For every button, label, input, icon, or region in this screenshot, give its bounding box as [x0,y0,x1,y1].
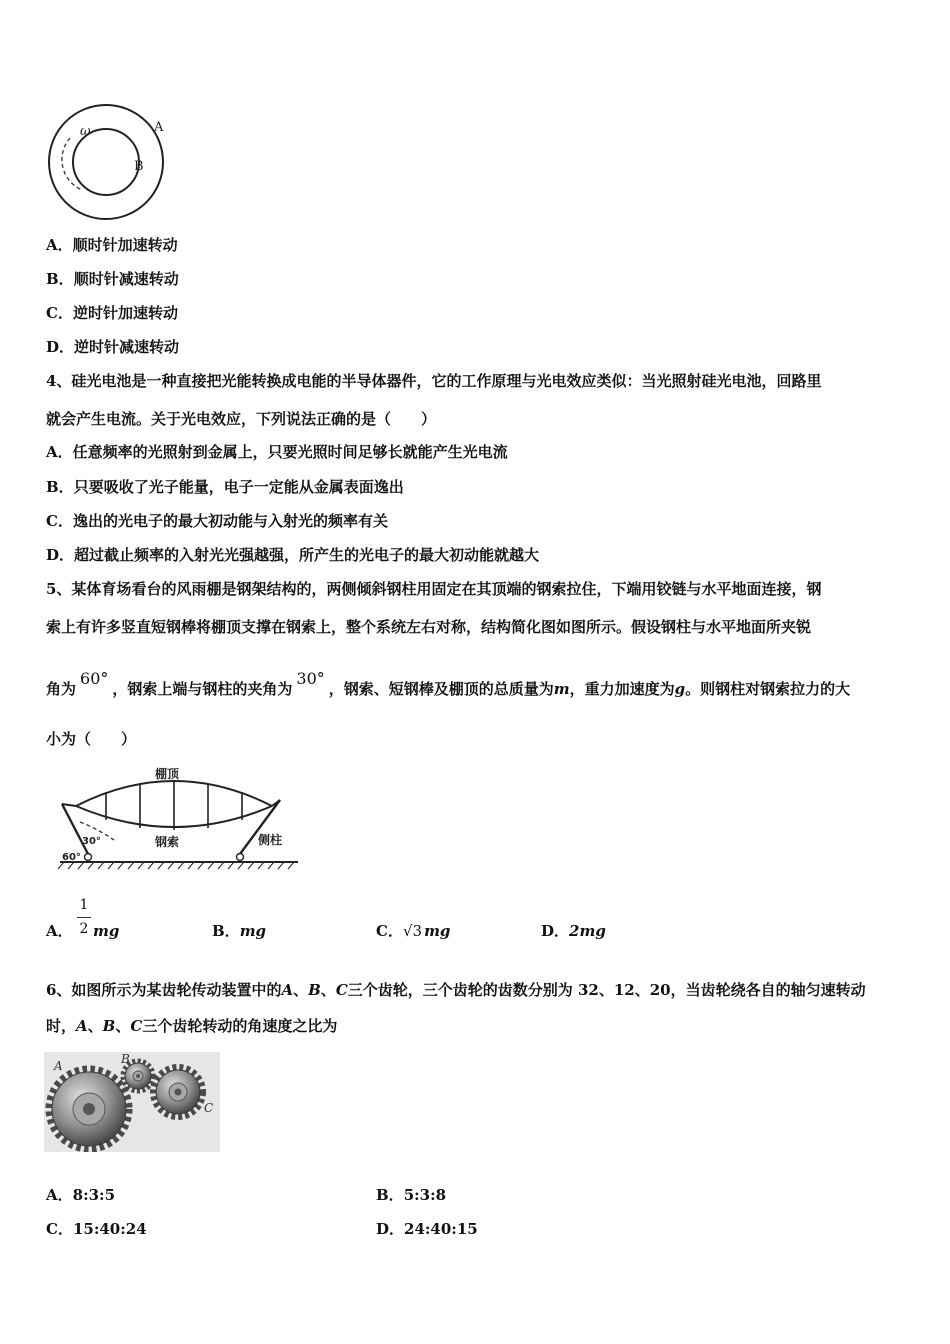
q6-option-d[interactable]: D．24:40:15 [376,1220,478,1238]
label-angle60: 60° [62,852,81,863]
sqrt-three: √3 [402,922,423,940]
gear-label-b: B [121,1052,130,1066]
frac-denominator: 2 [79,921,89,937]
q5-stem-line4: 小为（ ） [46,730,137,748]
label-angle30: 30° [82,836,101,847]
q5-stem-line2: 索上有许多竖直短钢棒将棚顶支撑在钢索上，整个系统左右对称，结构简化图如图所示。假设钢柱与水平地面所夹锐 [46,618,812,636]
q5-option-a-tail: mg [93,922,120,940]
q6-stem-line1: 6、如图所示为某齿轮传动装置中的A、B、C三个齿轮，三个齿轮的齿数分别为 32、12、20，当齿轮绕各自的轴匀速转动 [46,981,866,999]
ring-label-a: A [154,120,164,135]
q5-stem-line3: 角为60°，钢索上端与钢柱的夹角为30°，钢索、短钢棒及棚顶的总质量为m，重力加速度为g。则钢柱对钢索拉力的大 [46,669,851,698]
q3-option-b[interactable]: B．顺时针减速转动 [46,270,179,288]
q4-stem-line1: 4、硅光电池是一种直接把光能转换成电能的半导体器件，它的工作原理与光电效应类似：当光照射硅光电池，回路里 [46,372,822,390]
q3-option-d[interactable]: D．逆时针减速转动 [46,338,180,356]
ring-label-omega: ω [80,124,91,139]
frac-numerator: 1 [79,897,89,913]
q5-stem-line1: 5、某体育场看台的风雨棚是钢架结构的，两侧倾斜钢柱用固定在其顶端的钢索拉住，下端用铰链与水平地面连接，钢 [46,580,822,598]
q4-option-a[interactable]: A．任意频率的光照射到金属上，只要光照时间足够长就能产生光电流 [46,443,508,461]
q6-option-c[interactable]: C．15:40:24 [46,1220,147,1238]
angle-60: 60° [80,669,109,688]
frac-bar [77,917,91,918]
ring-label-b: B [134,159,144,174]
var-m: m [553,680,570,698]
q6-stem-line2: 时，A、B、C三个齿轮转动的角速度之比为 [46,1017,338,1035]
gear-label-a: A [54,1059,63,1073]
gears-figure [44,1052,220,1152]
canopy-figure [52,764,302,872]
q3-option-a[interactable]: A．顺时针加速转动 [46,236,178,254]
label-roof: 棚顶 [155,767,180,781]
label-cable: 钢索 [155,835,180,849]
q4-stem-line2: 就会产生电流。关于光电效应，下列说法正确的是（ ） [46,410,437,428]
angle-30: 30° [296,669,325,688]
q5-option-c[interactable]: C．√3 mg [376,922,451,940]
q5-option-d[interactable]: D．2mg [541,922,606,940]
q6-option-b[interactable]: B．5:3:8 [376,1186,447,1204]
rings-figure [44,104,174,220]
q6-option-a[interactable]: A．8:3:5 [46,1186,116,1204]
gear-label-c: C [204,1101,214,1115]
q4-option-d[interactable]: D．超过截止频率的入射光光强越强，所产生的光电子的最大初动能就越大 [46,546,540,564]
q5-option-b[interactable]: B．mg [212,922,267,940]
q5-option-a[interactable]: A． [46,922,73,940]
q4-option-c[interactable]: C．逸出的光电子的最大初动能与入射光的频率有关 [46,512,388,530]
q4-option-b[interactable]: B．只要吸收了光子能量，电子一定能从金属表面逸出 [46,478,404,496]
q3-option-c[interactable]: C．逆时针加速转动 [46,304,178,322]
var-g: g [674,680,686,698]
label-pillar: 侧柱 [258,833,283,847]
